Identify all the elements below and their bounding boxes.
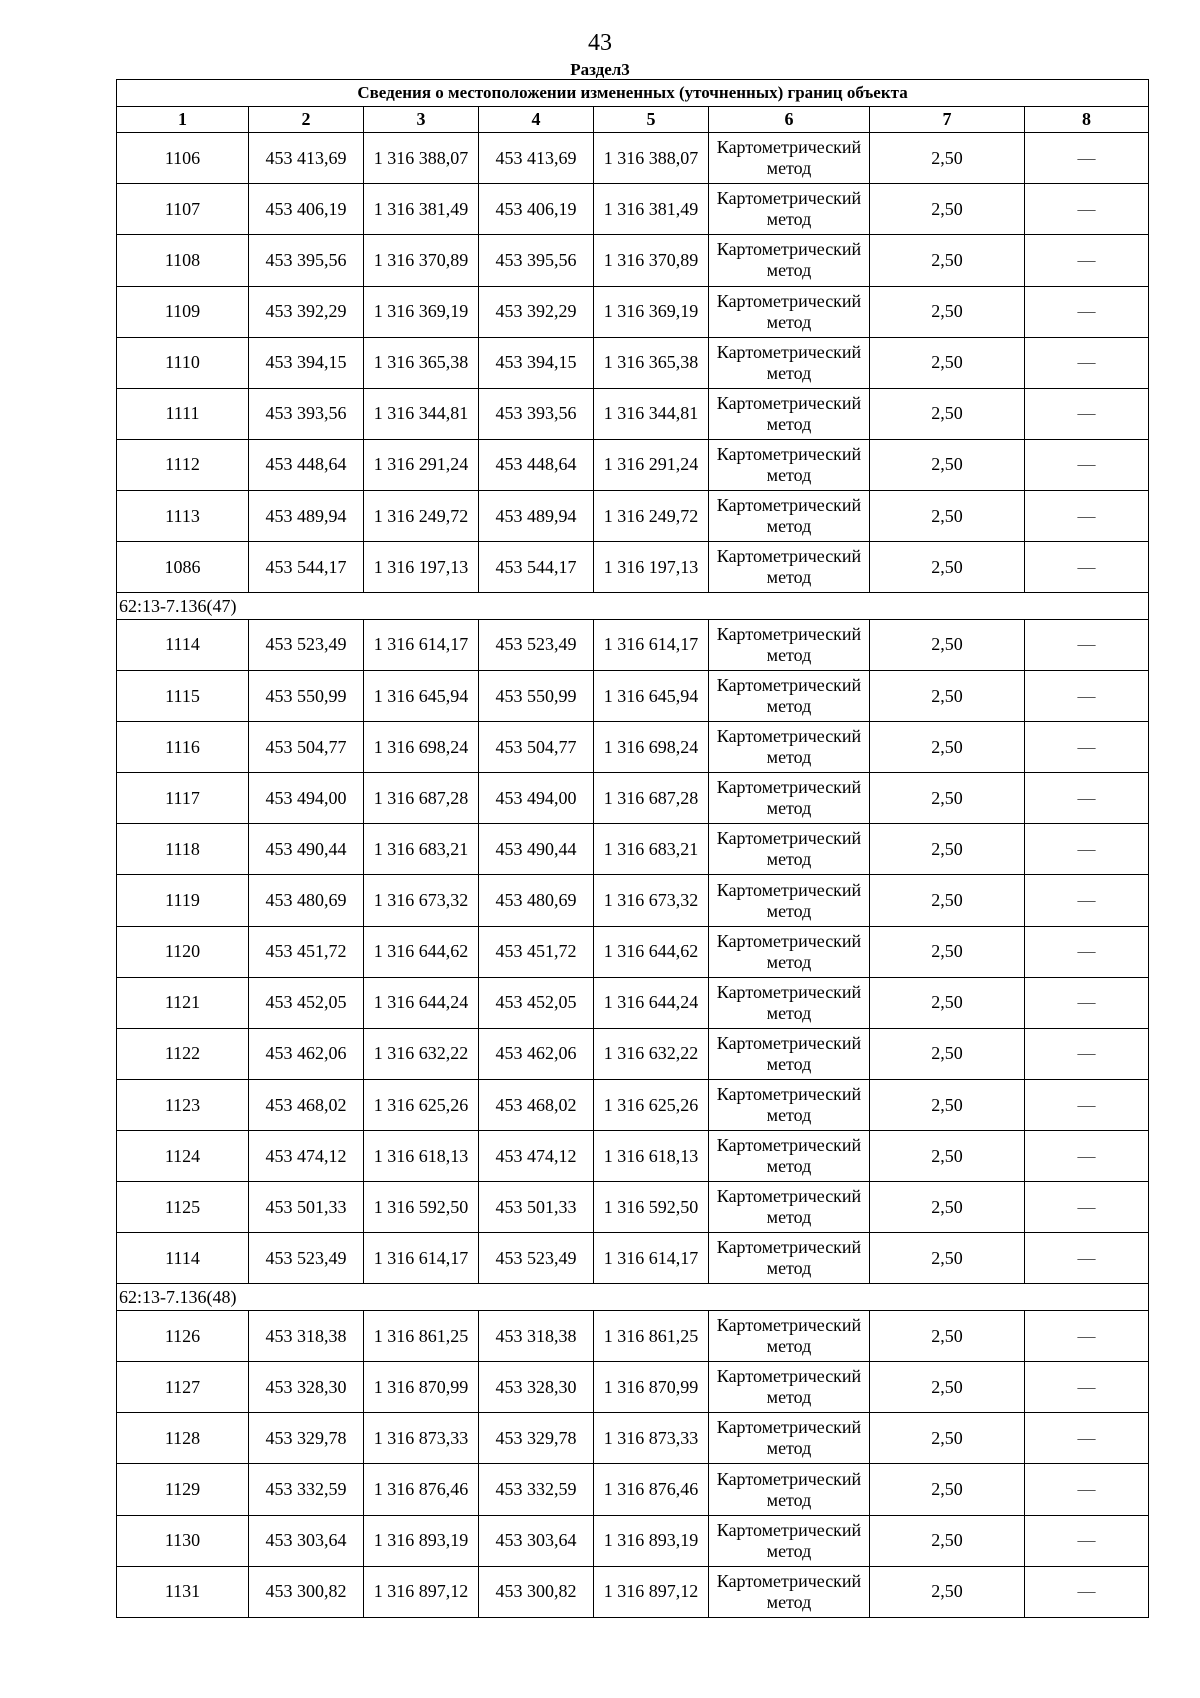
- cell-x-existing: 453 303,64: [249, 1515, 364, 1566]
- cell-y-refined: 1 316 698,24: [594, 722, 709, 773]
- table-row: [117, 1182, 1149, 1233]
- cell-accuracy: 2,50: [870, 1233, 1025, 1284]
- cell-x-refined: 453 448,64: [479, 439, 594, 490]
- cell-accuracy: 2,50: [870, 133, 1025, 184]
- cell-description: —: [1025, 491, 1149, 542]
- cell-description: —: [1025, 133, 1149, 184]
- cell-method: Картометрический метод: [709, 1233, 870, 1284]
- cell-y-existing: 1 316 876,46: [364, 1464, 479, 1515]
- group-title: 62:13-7.136(48): [117, 1284, 1149, 1311]
- cell-point-number: 1122: [117, 1028, 249, 1079]
- cell-description: —: [1025, 1362, 1149, 1413]
- column-number-7: 7: [870, 106, 1025, 133]
- table-row: [117, 875, 1149, 926]
- cell-y-refined: 1 316 673,32: [594, 875, 709, 926]
- cell-method: Картометрический метод: [709, 1079, 870, 1130]
- cell-point-number: 1108: [117, 235, 249, 286]
- cell-x-existing: 453 406,19: [249, 184, 364, 235]
- cell-x-refined: 453 413,69: [479, 133, 594, 184]
- cell-point-number: 1131: [117, 1566, 249, 1617]
- cell-accuracy: 2,50: [870, 542, 1025, 593]
- cell-description: —: [1025, 977, 1149, 1028]
- cell-y-refined: 1 316 897,12: [594, 1566, 709, 1617]
- cell-method: Картометрический метод: [709, 491, 870, 542]
- cell-y-existing: 1 316 873,33: [364, 1413, 479, 1464]
- cell-description: —: [1025, 1131, 1149, 1182]
- cell-description: —: [1025, 235, 1149, 286]
- page-number: 43: [588, 30, 612, 56]
- cell-y-refined: 1 316 861,25: [594, 1311, 709, 1362]
- cell-x-existing: 453 544,17: [249, 542, 364, 593]
- table-row: [117, 286, 1149, 337]
- cell-description: —: [1025, 1182, 1149, 1233]
- cell-x-refined: 453 303,64: [479, 1515, 594, 1566]
- cell-x-refined: 453 550,99: [479, 670, 594, 721]
- cell-y-existing: 1 316 291,24: [364, 439, 479, 490]
- cell-point-number: 1114: [117, 619, 249, 670]
- cell-point-number: 1125: [117, 1182, 249, 1233]
- cell-y-refined: 1 316 249,72: [594, 491, 709, 542]
- cell-y-refined: 1 316 632,22: [594, 1028, 709, 1079]
- cell-description: —: [1025, 619, 1149, 670]
- cell-accuracy: 2,50: [870, 439, 1025, 490]
- cell-method: Картометрический метод: [709, 1515, 870, 1566]
- cell-description: —: [1025, 926, 1149, 977]
- cell-y-existing: 1 316 893,19: [364, 1515, 479, 1566]
- column-number-4: 4: [479, 106, 594, 133]
- cell-y-refined: 1 316 381,49: [594, 184, 709, 235]
- cell-method: Картометрический метод: [709, 388, 870, 439]
- cell-method: Картометрический метод: [709, 1028, 870, 1079]
- cell-x-refined: 453 452,05: [479, 977, 594, 1028]
- table-row: [117, 1515, 1149, 1566]
- cell-description: —: [1025, 542, 1149, 593]
- cell-description: —: [1025, 1566, 1149, 1617]
- cell-description: —: [1025, 286, 1149, 337]
- cell-y-existing: 1 316 644,62: [364, 926, 479, 977]
- cell-accuracy: 2,50: [870, 388, 1025, 439]
- cell-description: —: [1025, 337, 1149, 388]
- cell-accuracy: 2,50: [870, 1028, 1025, 1079]
- cell-description: —: [1025, 388, 1149, 439]
- cell-y-refined: 1 316 344,81: [594, 388, 709, 439]
- cell-y-existing: 1 316 592,50: [364, 1182, 479, 1233]
- cell-accuracy: 2,50: [870, 977, 1025, 1028]
- cell-point-number: 1115: [117, 670, 249, 721]
- cell-y-existing: 1 316 645,94: [364, 670, 479, 721]
- cell-point-number: 1123: [117, 1079, 249, 1130]
- cell-y-refined: 1 316 870,99: [594, 1362, 709, 1413]
- column-number-1: 1: [117, 106, 249, 133]
- cell-x-refined: 453 523,49: [479, 1233, 594, 1284]
- cell-x-existing: 453 462,06: [249, 1028, 364, 1079]
- table-caption: Сведения о местоположении измененных (уточненных) границ объекта: [117, 80, 1149, 107]
- cell-y-existing: 1 316 897,12: [364, 1566, 479, 1617]
- cell-method: Картометрический метод: [709, 1362, 870, 1413]
- cell-point-number: 1119: [117, 875, 249, 926]
- group-header-row: [117, 1284, 1149, 1311]
- cell-x-refined: 453 480,69: [479, 875, 594, 926]
- cell-description: —: [1025, 1233, 1149, 1284]
- cell-method: Картометрический метод: [709, 722, 870, 773]
- cell-method: Картометрический метод: [709, 824, 870, 875]
- table-row: [117, 439, 1149, 490]
- cell-method: Картометрический метод: [709, 439, 870, 490]
- cell-description: —: [1025, 670, 1149, 721]
- cell-point-number: 1126: [117, 1311, 249, 1362]
- table-row: [117, 1311, 1149, 1362]
- cell-description: —: [1025, 1028, 1149, 1079]
- cell-description: —: [1025, 722, 1149, 773]
- cell-x-refined: 453 392,29: [479, 286, 594, 337]
- cell-accuracy: 2,50: [870, 1413, 1025, 1464]
- cell-method: Картометрический метод: [709, 1182, 870, 1233]
- cell-y-existing: 1 316 614,17: [364, 1233, 479, 1284]
- cell-x-refined: 453 474,12: [479, 1131, 594, 1182]
- cell-x-refined: 453 451,72: [479, 926, 594, 977]
- table-row: [117, 1413, 1149, 1464]
- cell-y-existing: 1 316 344,81: [364, 388, 479, 439]
- cell-x-refined: 453 544,17: [479, 542, 594, 593]
- table-row: [117, 1233, 1149, 1284]
- cell-point-number: 1129: [117, 1464, 249, 1515]
- cell-method: Картометрический метод: [709, 133, 870, 184]
- cell-accuracy: 2,50: [870, 235, 1025, 286]
- cell-accuracy: 2,50: [870, 824, 1025, 875]
- table-row: [117, 1464, 1149, 1515]
- cell-y-refined: 1 316 644,24: [594, 977, 709, 1028]
- cell-method: Картометрический метод: [709, 235, 870, 286]
- cell-x-refined: 453 504,77: [479, 722, 594, 773]
- cell-y-existing: 1 316 644,24: [364, 977, 479, 1028]
- cell-x-existing: 453 490,44: [249, 824, 364, 875]
- table-row: [117, 926, 1149, 977]
- column-number-row: [117, 106, 1149, 133]
- cell-y-refined: 1 316 683,21: [594, 824, 709, 875]
- cell-x-existing: 453 480,69: [249, 875, 364, 926]
- cell-x-refined: 453 332,59: [479, 1464, 594, 1515]
- table-row: [117, 977, 1149, 1028]
- cell-accuracy: 2,50: [870, 491, 1025, 542]
- table-row: [117, 722, 1149, 773]
- column-number-3: 3: [364, 106, 479, 133]
- cell-accuracy: 2,50: [870, 1079, 1025, 1130]
- cell-x-existing: 453 393,56: [249, 388, 364, 439]
- cell-x-existing: 453 494,00: [249, 773, 364, 824]
- cell-x-existing: 453 395,56: [249, 235, 364, 286]
- cell-y-existing: 1 316 197,13: [364, 542, 479, 593]
- cell-point-number: 1113: [117, 491, 249, 542]
- cell-point-number: 1128: [117, 1413, 249, 1464]
- cell-x-refined: 453 329,78: [479, 1413, 594, 1464]
- cell-y-existing: 1 316 861,25: [364, 1311, 479, 1362]
- cell-accuracy: 2,50: [870, 1515, 1025, 1566]
- cell-point-number: 1120: [117, 926, 249, 977]
- cell-point-number: 1106: [117, 133, 249, 184]
- cell-x-existing: 453 300,82: [249, 1566, 364, 1617]
- cell-method: Картометрический метод: [709, 1464, 870, 1515]
- cell-description: —: [1025, 875, 1149, 926]
- cell-accuracy: 2,50: [870, 286, 1025, 337]
- cell-y-existing: 1 316 249,72: [364, 491, 479, 542]
- cell-y-refined: 1 316 614,17: [594, 619, 709, 670]
- cell-x-existing: 453 332,59: [249, 1464, 364, 1515]
- cell-accuracy: 2,50: [870, 1182, 1025, 1233]
- cell-point-number: 1109: [117, 286, 249, 337]
- cell-method: Картометрический метод: [709, 1131, 870, 1182]
- cell-x-existing: 453 550,99: [249, 670, 364, 721]
- cell-x-existing: 453 474,12: [249, 1131, 364, 1182]
- cell-y-refined: 1 316 873,33: [594, 1413, 709, 1464]
- cell-y-refined: 1 316 388,07: [594, 133, 709, 184]
- cell-method: Картометрический метод: [709, 1311, 870, 1362]
- cell-method: Картометрический метод: [709, 1566, 870, 1617]
- cell-point-number: 1124: [117, 1131, 249, 1182]
- cell-x-refined: 453 468,02: [479, 1079, 594, 1130]
- column-number-8: 8: [1025, 106, 1149, 133]
- cell-x-existing: 453 523,49: [249, 619, 364, 670]
- cell-description: —: [1025, 1464, 1149, 1515]
- cell-method: Картометрический метод: [709, 773, 870, 824]
- cell-point-number: 1111: [117, 388, 249, 439]
- table-row: [117, 1131, 1149, 1182]
- cell-description: —: [1025, 1311, 1149, 1362]
- cell-x-existing: 453 489,94: [249, 491, 364, 542]
- cell-accuracy: 2,50: [870, 875, 1025, 926]
- cell-y-refined: 1 316 687,28: [594, 773, 709, 824]
- column-number-2: 2: [249, 106, 364, 133]
- table-row: [117, 1079, 1149, 1130]
- cell-accuracy: 2,50: [870, 1464, 1025, 1515]
- cell-description: —: [1025, 1413, 1149, 1464]
- column-number-6: 6: [709, 106, 870, 133]
- cell-x-existing: 453 318,38: [249, 1311, 364, 1362]
- cell-x-existing: 453 394,15: [249, 337, 364, 388]
- table-row: [117, 542, 1149, 593]
- cell-accuracy: 2,50: [870, 184, 1025, 235]
- table-row: [117, 773, 1149, 824]
- cell-x-refined: 453 406,19: [479, 184, 594, 235]
- cell-method: Картометрический метод: [709, 1413, 870, 1464]
- cell-x-existing: 453 448,64: [249, 439, 364, 490]
- cell-point-number: 1130: [117, 1515, 249, 1566]
- cell-point-number: 1086: [117, 542, 249, 593]
- cell-method: Картометрический метод: [709, 619, 870, 670]
- cell-accuracy: 2,50: [870, 773, 1025, 824]
- cell-y-refined: 1 316 893,19: [594, 1515, 709, 1566]
- cell-y-refined: 1 316 644,62: [594, 926, 709, 977]
- table-row: [117, 619, 1149, 670]
- cell-y-existing: 1 316 687,28: [364, 773, 479, 824]
- section-label: Раздел3: [570, 60, 630, 79]
- cell-x-refined: 453 494,00: [479, 773, 594, 824]
- cell-accuracy: 2,50: [870, 1311, 1025, 1362]
- cell-point-number: 1127: [117, 1362, 249, 1413]
- cell-y-refined: 1 316 645,94: [594, 670, 709, 721]
- table-row: [117, 184, 1149, 235]
- cell-x-refined: 453 300,82: [479, 1566, 594, 1617]
- cell-x-existing: 453 452,05: [249, 977, 364, 1028]
- cell-accuracy: 2,50: [870, 722, 1025, 773]
- cell-x-existing: 453 329,78: [249, 1413, 364, 1464]
- cell-x-existing: 453 504,77: [249, 722, 364, 773]
- cell-y-existing: 1 316 698,24: [364, 722, 479, 773]
- cell-method: Картометрический метод: [709, 337, 870, 388]
- cell-description: —: [1025, 184, 1149, 235]
- cell-accuracy: 2,50: [870, 337, 1025, 388]
- cell-x-existing: 453 413,69: [249, 133, 364, 184]
- table-row: [117, 824, 1149, 875]
- cell-description: —: [1025, 439, 1149, 490]
- cell-y-refined: 1 316 370,89: [594, 235, 709, 286]
- boundary-coordinates-table: [116, 79, 1149, 1618]
- cell-accuracy: 2,50: [870, 926, 1025, 977]
- cell-x-refined: 453 501,33: [479, 1182, 594, 1233]
- cell-x-existing: 453 451,72: [249, 926, 364, 977]
- cell-x-refined: 453 490,44: [479, 824, 594, 875]
- cell-x-refined: 453 328,30: [479, 1362, 594, 1413]
- cell-y-existing: 1 316 365,38: [364, 337, 479, 388]
- cell-description: —: [1025, 773, 1149, 824]
- cell-method: Картометрический метод: [709, 184, 870, 235]
- cell-y-refined: 1 316 291,24: [594, 439, 709, 490]
- cell-point-number: 1117: [117, 773, 249, 824]
- cell-y-refined: 1 316 592,50: [594, 1182, 709, 1233]
- table-row: [117, 235, 1149, 286]
- cell-x-existing: 453 328,30: [249, 1362, 364, 1413]
- cell-y-refined: 1 316 614,17: [594, 1233, 709, 1284]
- cell-y-existing: 1 316 614,17: [364, 619, 479, 670]
- table-row: [117, 1566, 1149, 1617]
- cell-x-refined: 453 393,56: [479, 388, 594, 439]
- cell-x-existing: 453 468,02: [249, 1079, 364, 1130]
- cell-x-refined: 453 489,94: [479, 491, 594, 542]
- cell-accuracy: 2,50: [870, 1362, 1025, 1413]
- cell-method: Картометрический метод: [709, 542, 870, 593]
- cell-point-number: 1112: [117, 439, 249, 490]
- table-row: [117, 491, 1149, 542]
- cell-y-existing: 1 316 870,99: [364, 1362, 479, 1413]
- cell-x-refined: 453 395,56: [479, 235, 594, 286]
- cell-point-number: 1118: [117, 824, 249, 875]
- cell-y-refined: 1 316 369,19: [594, 286, 709, 337]
- table-row: [117, 133, 1149, 184]
- table-row: [117, 1028, 1149, 1079]
- cell-y-existing: 1 316 673,32: [364, 875, 479, 926]
- cell-method: Картометрический метод: [709, 670, 870, 721]
- cell-y-existing: 1 316 388,07: [364, 133, 479, 184]
- cell-description: —: [1025, 1079, 1149, 1130]
- cell-x-refined: 453 318,38: [479, 1311, 594, 1362]
- cell-y-refined: 1 316 365,38: [594, 337, 709, 388]
- cell-y-existing: 1 316 632,22: [364, 1028, 479, 1079]
- cell-y-existing: 1 316 370,89: [364, 235, 479, 286]
- table-row: [117, 388, 1149, 439]
- cell-method: Картометрический метод: [709, 286, 870, 337]
- table-row: [117, 337, 1149, 388]
- cell-y-refined: 1 316 618,13: [594, 1131, 709, 1182]
- cell-accuracy: 2,50: [870, 1131, 1025, 1182]
- cell-x-refined: 453 523,49: [479, 619, 594, 670]
- cell-point-number: 1121: [117, 977, 249, 1028]
- cell-description: —: [1025, 1515, 1149, 1566]
- cell-method: Картометрический метод: [709, 875, 870, 926]
- cell-y-refined: 1 316 876,46: [594, 1464, 709, 1515]
- cell-y-existing: 1 316 618,13: [364, 1131, 479, 1182]
- cell-point-number: 1110: [117, 337, 249, 388]
- cell-y-existing: 1 316 625,26: [364, 1079, 479, 1130]
- cell-accuracy: 2,50: [870, 670, 1025, 721]
- cell-y-refined: 1 316 625,26: [594, 1079, 709, 1130]
- cell-description: —: [1025, 824, 1149, 875]
- cell-y-refined: 1 316 197,13: [594, 542, 709, 593]
- group-title: 62:13-7.136(47): [117, 593, 1149, 620]
- cell-point-number: 1114: [117, 1233, 249, 1284]
- cell-y-existing: 1 316 381,49: [364, 184, 479, 235]
- table-row: [117, 1362, 1149, 1413]
- table-row: [117, 670, 1149, 721]
- cell-point-number: 1116: [117, 722, 249, 773]
- cell-point-number: 1107: [117, 184, 249, 235]
- cell-accuracy: 2,50: [870, 1566, 1025, 1617]
- cell-x-refined: 453 394,15: [479, 337, 594, 388]
- cell-accuracy: 2,50: [870, 619, 1025, 670]
- cell-y-existing: 1 316 369,19: [364, 286, 479, 337]
- cell-x-refined: 453 462,06: [479, 1028, 594, 1079]
- cell-x-existing: 453 501,33: [249, 1182, 364, 1233]
- group-header-row: [117, 593, 1149, 620]
- cell-x-existing: 453 392,29: [249, 286, 364, 337]
- cell-method: Картометрический метод: [709, 926, 870, 977]
- cell-x-existing: 453 523,49: [249, 1233, 364, 1284]
- cell-y-existing: 1 316 683,21: [364, 824, 479, 875]
- cell-method: Картометрический метод: [709, 977, 870, 1028]
- column-number-5: 5: [594, 106, 709, 133]
